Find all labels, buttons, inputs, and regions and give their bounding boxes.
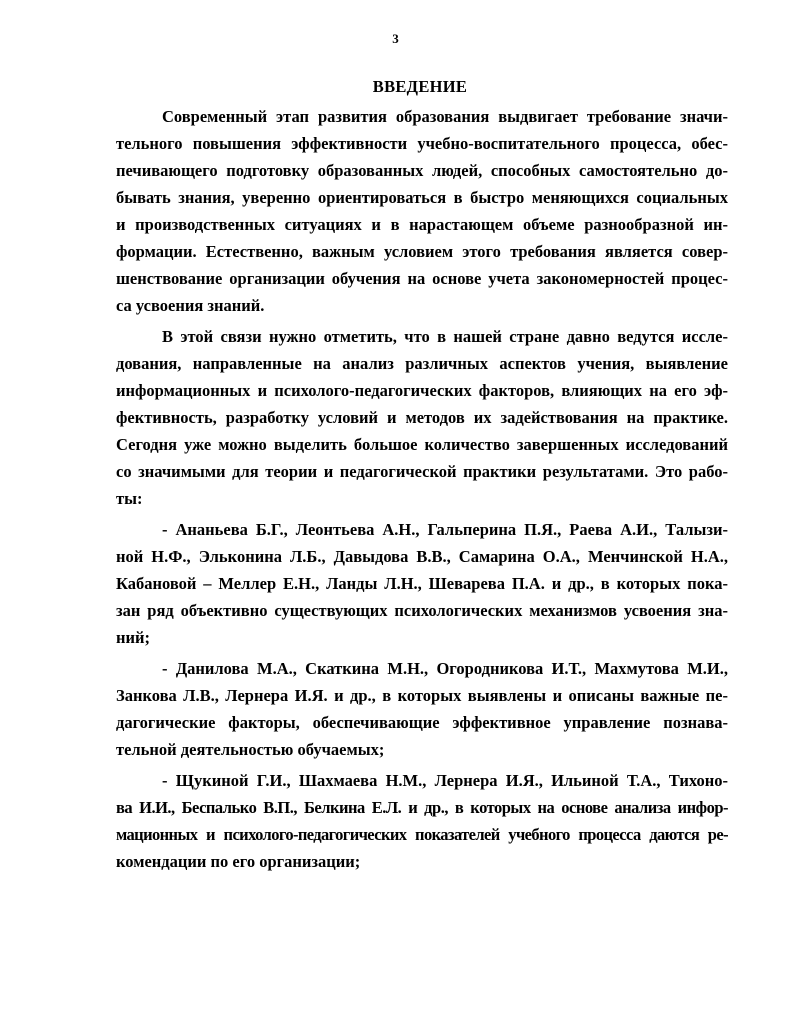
- text-line: дования, направленные на анализ различных аспектов учения, выявление: [116, 354, 728, 373]
- text-line: фективность, разработку условий и методов их задействования на практике.: [116, 408, 728, 427]
- text-line: Кабановой – Меллер Е.Н., Ланды Л.Н., Шеварева П.А. и др., в которых пока-: [116, 574, 728, 593]
- text-line: ты:: [116, 489, 143, 508]
- text-line: - Щукиной Г.И., Шахмаева Н.М., Лернера И.Я., Ильиной Т.А., Тихоно-: [162, 771, 728, 790]
- text-line: тельного повышения эффективности учебно-воспитательного процесса, обес-: [116, 134, 728, 153]
- list-item-pedagogy: [116, 655, 728, 763]
- text-line: комендации по его организации;: [116, 852, 361, 871]
- text-line: бывать знания, уверенно ориентироваться в быстро меняющихся социальных: [116, 188, 728, 207]
- text-line: ной Н.Ф., Эльконина Л.Б., Давыдова В.В., Самарина О.А., Менчинской Н.А.,: [116, 547, 728, 566]
- page-title: ВВЕДЕНИЕ: [372, 77, 468, 96]
- text-line: В этой связи нужно отметить, что в нашей стране давно ведутся иссле-: [162, 327, 728, 346]
- text-line: печивающего подготовку образованных людей, способных самостоятельно до-: [116, 161, 728, 180]
- text-line: и производственных ситуациях и в нарастающем объеме разнообразной ин-: [116, 215, 728, 234]
- text-line: са усвоения знаний.: [116, 296, 265, 315]
- page-number: 3: [392, 31, 399, 46]
- text-line: шенствование организации обучения на основе учета закономерностей процес-: [116, 269, 728, 288]
- text-line: со значимыми для теории и педагогической практики результатами. Это рабо-: [116, 462, 728, 481]
- text-line: информационных и психолого-педагогических факторов, влияющих на его эф-: [116, 381, 728, 400]
- text-line: ва И.И., Беспалько В.П., Белкина Е.Л. и др., в которых на основе анализа инфор-: [116, 798, 728, 817]
- list-item-psychology: [116, 516, 728, 651]
- paragraph-intro: [116, 103, 728, 319]
- list-item-organization: [116, 767, 728, 875]
- text-line: Сегодня уже можно выделить большое количество завершенных исследований: [116, 435, 728, 454]
- paragraph-research: [116, 323, 728, 512]
- text-line: Занкова Л.В., Лернера И.Я. и др., в которых выявлены и описаны важные пе-: [116, 686, 728, 705]
- text-line: - Ананьева Б.Г., Леонтьева А.Н., Гальперина П.Я., Раева А.И., Талызи-: [162, 520, 728, 539]
- text-line: дагогические факторы, обеспечивающие эффективное управление познава-: [116, 713, 728, 732]
- document-body: [116, 103, 728, 875]
- text-line: зан ряд объективно существующих психологических механизмов усвоения зна-: [116, 601, 728, 620]
- text-line: - Данилова М.А., Скаткина М.Н., Огородникова И.Т., Махмутова М.И.,: [162, 659, 728, 678]
- text-line: формации. Естественно, важным условием этого требования является совер-: [116, 242, 728, 261]
- text-line: Современный этап развития образования выдвигает требование значи-: [162, 107, 728, 126]
- text-line: ний;: [116, 628, 151, 647]
- text-line: мационных и психолого-педагогических показателей учебного процесса даются ре-: [116, 825, 728, 844]
- text-line: тельной деятельностью обучаемых;: [116, 740, 385, 759]
